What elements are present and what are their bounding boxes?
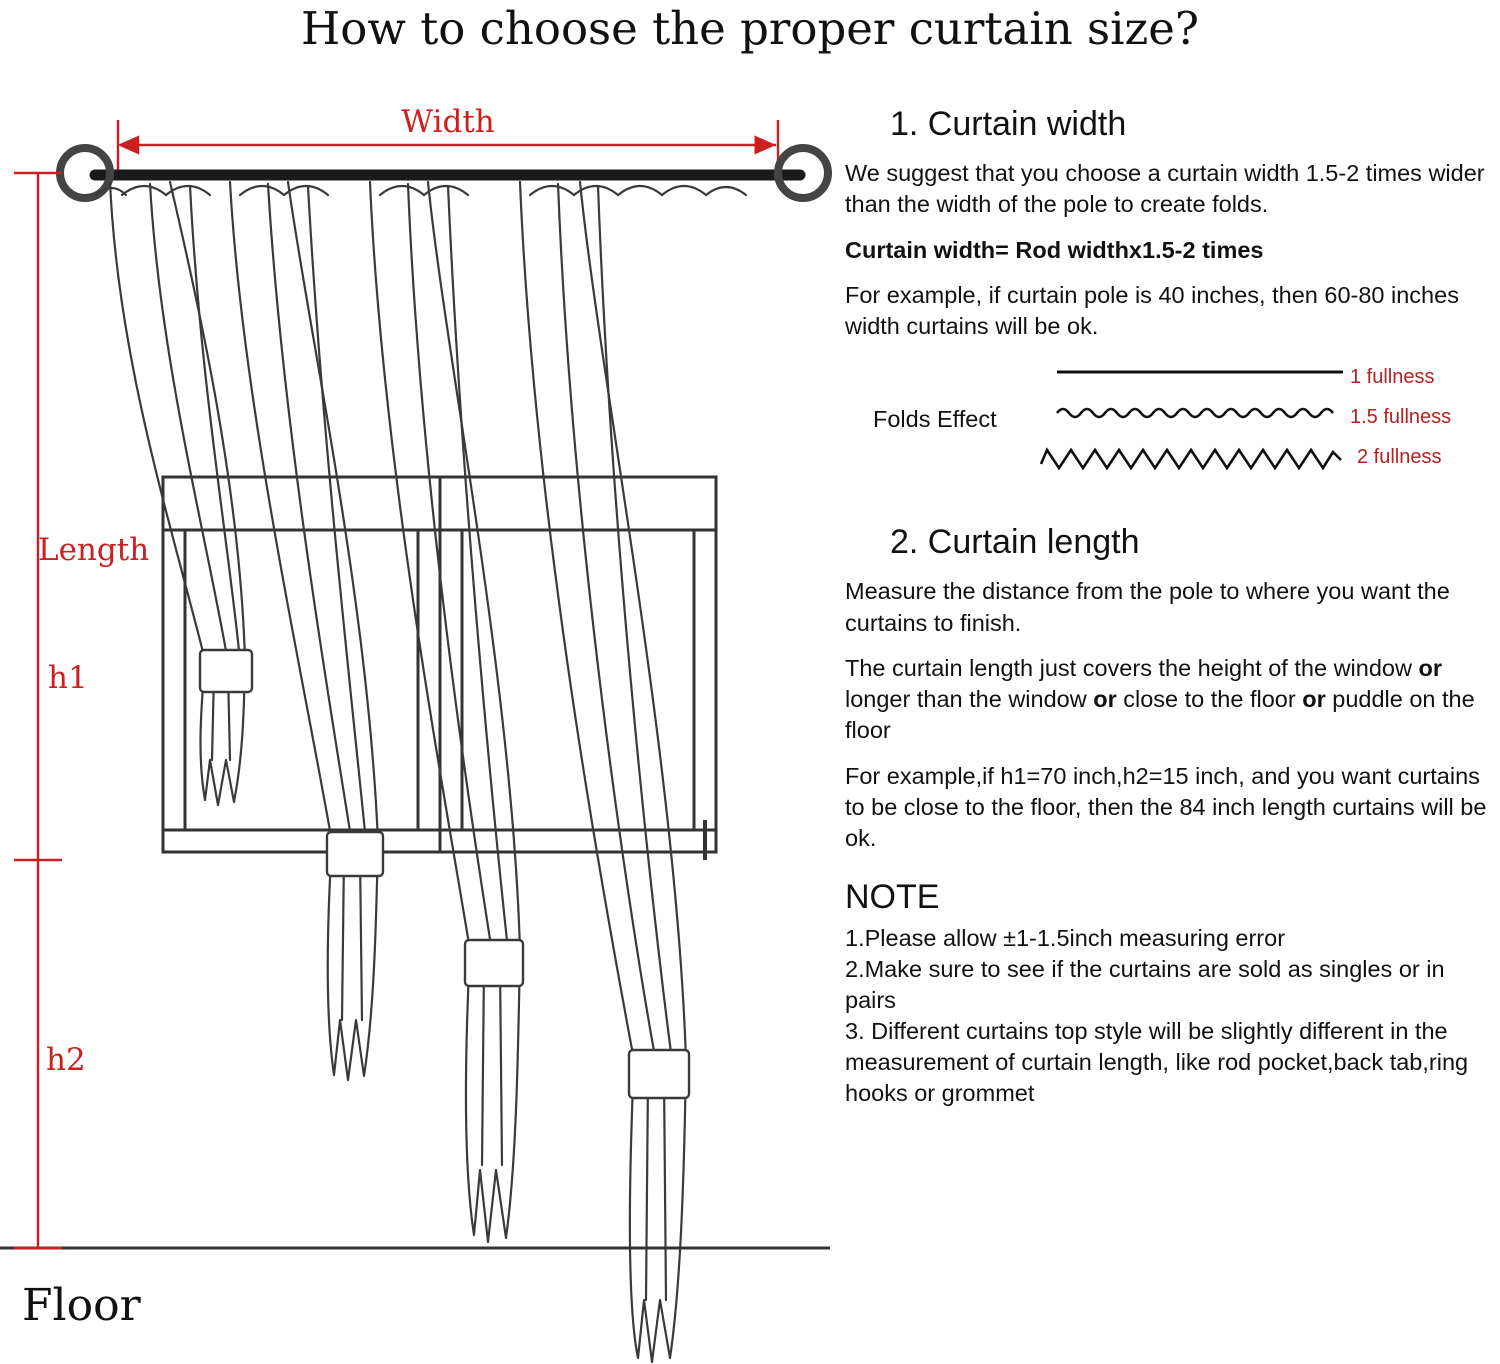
curtain-panels	[96, 182, 746, 1362]
length-p2-or-1: or	[1418, 654, 1442, 681]
curtain-panel-1	[110, 182, 252, 805]
length-paragraph-2	[845, 653, 1495, 747]
fold-line-wavy	[1055, 402, 1345, 440]
fold-caption-2: 1.5 fullness	[1350, 406, 1452, 429]
note-line-1: 1.Please allow ±1-1.5inch measuring error	[845, 925, 1286, 952]
note-line-3: 3. Different curtains top style will be slightly different in the measurement of curtain length, like rod pocket,back tab,ring hooks or grommet	[845, 1018, 1469, 1107]
label-h1: h1	[48, 660, 88, 696]
length-p2-or-2: or	[1093, 686, 1117, 712]
length-p2-part-c: longer than the window	[845, 686, 1094, 712]
fold-line-zigzag	[1037, 442, 1347, 480]
instructions-column	[845, 105, 1495, 1109]
width-formula: Curtain width= Rod widthx1.5-2 times	[845, 236, 1264, 263]
length-paragraph-1: Measure the distance from the pole to where you want the curtains to finish.	[845, 578, 1450, 636]
length-p2-part-d: close to the floor	[1116, 686, 1303, 712]
length-p2-part-a: The curtain length just covers the height of the window	[845, 654, 1419, 681]
folds-effect-illustration	[845, 356, 1495, 491]
label-floor: Floor	[22, 1280, 141, 1331]
fold-line-straight	[1055, 362, 1345, 400]
fold-caption-3: 2 fullness	[1357, 446, 1442, 469]
label-h2: h2	[46, 1042, 86, 1078]
label-length: Length	[38, 532, 150, 568]
curtain-panel-4	[520, 182, 689, 1362]
page-title: How to choose the proper curtain size?	[301, 2, 1199, 55]
width-paragraph-1: We suggest that you choose a curtain width 1.5-2 times wider than the width of the pole to create folds.	[845, 160, 1485, 218]
section-heading-width: 1. Curtain width	[890, 105, 1127, 143]
folds-effect-label: Folds Effect	[873, 406, 997, 433]
length-p2-part-e: puddle on the floor	[845, 686, 1475, 744]
curtain-panel-3	[370, 182, 523, 1242]
length-measures	[14, 173, 62, 1248]
label-width: Width	[401, 104, 495, 140]
length-paragraph-3: For example,if h1=70 inch,h2=15 inch, and you want curtains to be close to the floor, then the 84 inch length curtains will be ok.	[845, 762, 1487, 851]
curtain-panel-2	[230, 182, 383, 1080]
length-p2-or-3: or	[1302, 686, 1326, 712]
width-paragraph-2: For example, if curtain pole is 40 inches, then 60-80 inches width curtains will be ok.	[845, 281, 1459, 339]
curtain-size-diagram	[0, 60, 840, 1364]
section-heading-note: NOTE	[845, 878, 940, 917]
fold-caption-1: 1 fullness	[1350, 366, 1435, 389]
section-heading-length: 2. Curtain length	[890, 523, 1140, 562]
note-line-2: 2.Make sure to see if the curtains are sold as singles or in pairs	[845, 956, 1445, 1014]
